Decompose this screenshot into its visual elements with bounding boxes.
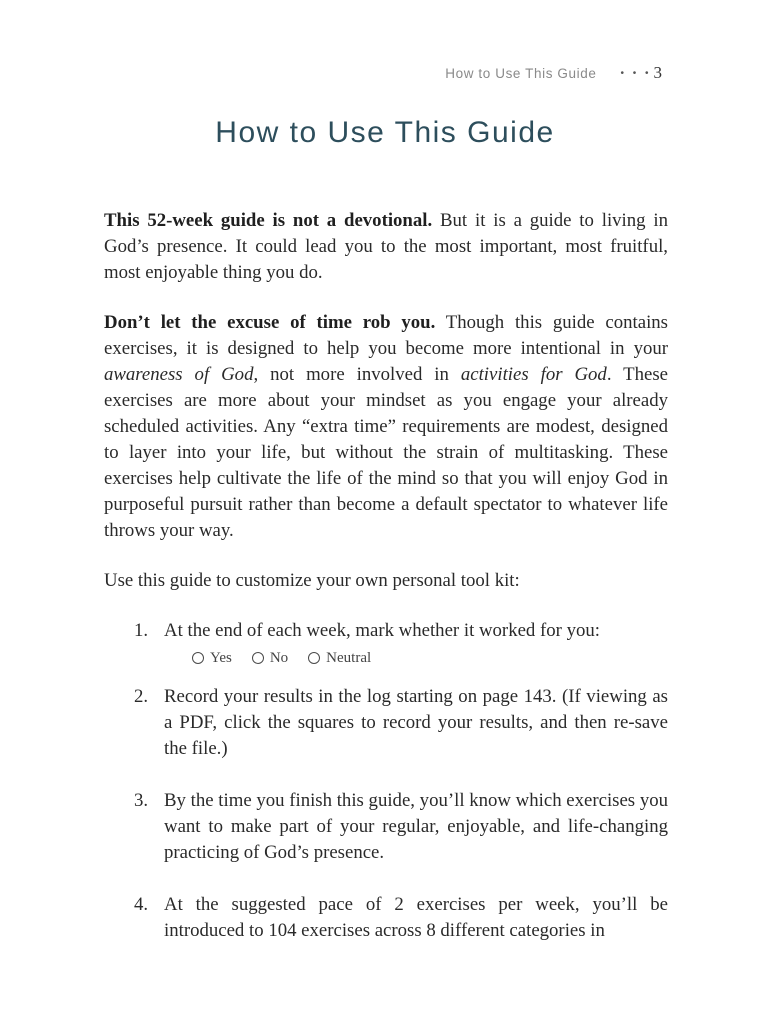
radio-circle-icon[interactable] — [308, 652, 320, 664]
paragraph-2-em-b: activities for God — [460, 364, 607, 385]
paragraph-3: Use this guide to customize your own personal tool kit: — [104, 570, 520, 591]
radio-group — [192, 648, 668, 668]
radio-label: Yes — [210, 650, 232, 666]
radio-option-no[interactable] — [252, 648, 288, 668]
radio-circle-icon[interactable] — [252, 652, 264, 664]
radio-label: Neutral — [326, 650, 372, 666]
paragraph-2-text-a: Though this guide contains exercises, it is designed to help you become more intentional in your — [104, 312, 668, 359]
paragraph-2-lead: Don’t let the excuse of time rob you. — [104, 312, 436, 333]
paragraph-1 — [104, 208, 668, 286]
list-item — [104, 684, 668, 762]
list-number: 3. — [134, 790, 149, 811]
radio-label: No — [269, 650, 289, 666]
list-text: At the end of each week, mark whether it worked for you: — [164, 620, 600, 641]
body-text — [104, 208, 668, 944]
radio-option-neutral[interactable] — [308, 648, 371, 668]
radio-circle-icon[interactable] — [192, 652, 204, 664]
running-head-title: How to Use This Guide — [445, 65, 597, 81]
list-item — [104, 892, 668, 944]
list-number: 4. — [134, 894, 149, 915]
running-head — [445, 63, 662, 83]
list-number: 2. — [134, 686, 149, 707]
paragraph-2-text-c: . These exercises are more about your mindset as you engage your already scheduled activities. Any “extra time” requirements are modest, designed to layer into your life, but without the strain of multitasking. These exercises help cultivate the life of the mind so that you will enjoy God in purposeful pursuit rather than become a default spectator to whatever life throws your way. — [104, 364, 668, 541]
instruction-list — [104, 618, 668, 944]
list-item — [104, 618, 668, 668]
running-head-dots: • • • — [620, 67, 652, 79]
paragraph-1-lead: This 52-week guide is not a devotional. — [104, 210, 433, 231]
radio-option-yes[interactable] — [192, 648, 232, 668]
list-number: 1. — [134, 620, 149, 641]
paragraph-2-em-a: awareness of God — [104, 364, 254, 385]
list-text: By the time you finish this guide, you’ll know which exercises you want to make part of your regular, enjoyable, and life-changing practicing of God’s presence. — [164, 790, 668, 863]
page-number: 3 — [653, 63, 662, 82]
paragraph-2 — [104, 310, 668, 544]
list-text: At the suggested pace of 2 exercises per week, you’ll be introduced to 104 exercises across 8 different categories in — [164, 894, 668, 941]
page-title: How to Use This Guide — [215, 116, 555, 149]
paragraph-1-text: But it is a guide to living in God’s presence. It could lead you to the most important, most fruitful, most enjoyable thing you do. — [104, 210, 668, 283]
paragraph-2-text-b: , not more involved in — [253, 364, 461, 385]
list-item — [104, 788, 668, 866]
list-text: Record your results in the log starting on page 143. (If viewing as a PDF, click the squares to record your results, and then re-save the file.) — [164, 686, 668, 759]
